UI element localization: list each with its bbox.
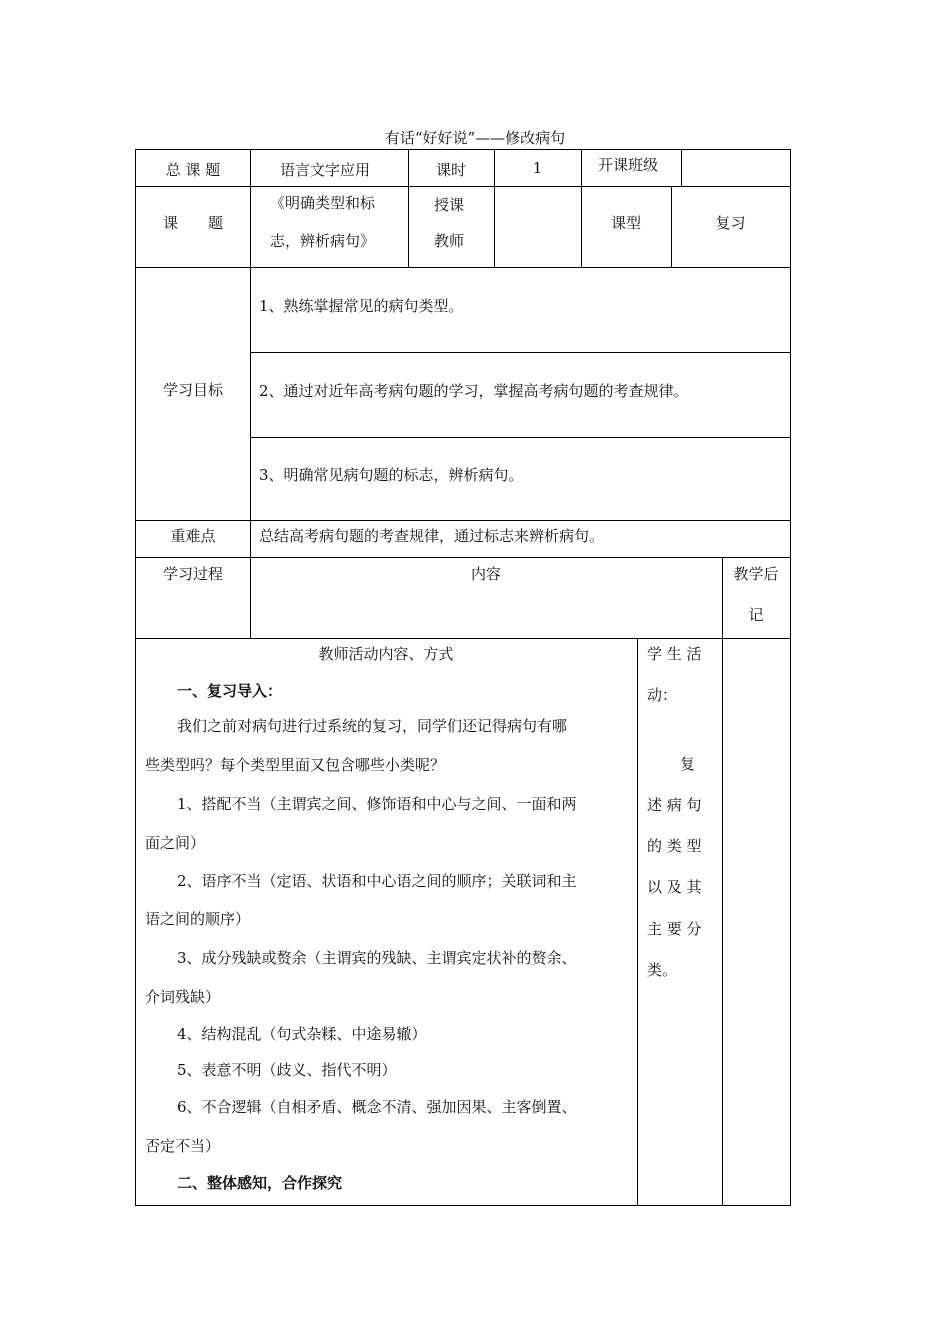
paragraph-line: 3、成分残缺或赘余（主谓宾的残缺、主谓宾定状补的赘余、	[177, 949, 577, 967]
content-header: 内容	[470, 565, 501, 583]
paragraph-line: 5、表意不明（歧义、指代不明）	[177, 1061, 397, 1079]
paragraph-line: 6、不合逻辑（自相矛盾、概念不清、强加因果、主客倒置、	[177, 1098, 577, 1116]
goal-item: 3、明确常见病句题的标志，辨析病句。	[259, 466, 524, 484]
student-activity-line: 复	[680, 755, 696, 773]
student-activity-line: 动：	[647, 686, 678, 704]
topic-label: 课 题	[162, 214, 223, 232]
student-activity-line: 述 病 句	[647, 796, 702, 814]
topic-line-2: 志，辨析病句》	[270, 232, 376, 250]
key-label: 重难点	[170, 527, 216, 545]
student-activity-line: 主 要 分	[647, 920, 702, 938]
hours-value: 1	[532, 159, 543, 177]
document-title: 有话“好好说”——修改病句	[384, 129, 566, 147]
paragraph-line: 些类型吗？每个类型里面又包含哪些小类呢？	[145, 756, 446, 774]
paragraph-line: 介词残缺）	[145, 988, 221, 1006]
total-topic-label: 总 课 题	[165, 161, 221, 179]
student-activity-line: 学 生 活	[647, 645, 702, 663]
total-topic-value: 语言文字应用	[280, 161, 371, 179]
section-heading: 二、整体感知，合作探究	[177, 1174, 343, 1192]
goal-item: 2、通过对近年高考病句题的学习，掌握高考病句题的考查规律。	[259, 382, 689, 400]
key-text: 总结高考病句题的考查规律，通过标志来辨析病句。	[259, 527, 605, 545]
paragraph-line: 语之间的顺序）	[145, 910, 251, 928]
teacher-label-2: 教师	[434, 232, 465, 250]
notes-header-1: 教学后	[733, 565, 779, 583]
teacher-label-1: 授课	[434, 196, 465, 214]
paragraph-line: 面之间）	[145, 834, 206, 852]
hours-label: 课时	[435, 161, 466, 179]
topic-line-1: 《明确类型和标	[270, 194, 376, 212]
student-activity-line: 的 类 型	[647, 837, 702, 855]
goals-label: 学习目标	[162, 381, 223, 399]
paragraph-line: 否定不当）	[145, 1137, 221, 1155]
paragraph-line: 我们之前对病句进行过系统的复习，同学们还记得病句有哪	[177, 717, 568, 735]
lesson-type-value: 复习	[715, 214, 746, 232]
student-activity-line: 以 及 其	[647, 878, 702, 896]
process-label: 学习过程	[162, 565, 223, 583]
paragraph-line: 1、搭配不当（主谓宾之间、修饰语和中心与之间、一面和两	[177, 795, 577, 813]
section-heading: 一、复习导入：	[177, 682, 283, 700]
teacher-activity-header: 教师活动内容、方式	[318, 645, 454, 663]
goal-item: 1、熟练掌握常见的病句类型。	[259, 297, 464, 315]
notes-header-2: 记	[748, 606, 764, 624]
class-label: 开课班级	[598, 156, 659, 174]
paragraph-line: 4、结构混乱（句式杂糅、中途易辙）	[177, 1025, 427, 1043]
paragraph-line: 2、语序不当（定语、状语和中心语之间的顺序；关联词和主	[177, 872, 577, 890]
student-activity-line: 类。	[647, 961, 678, 979]
lesson-type-label: 课型	[610, 214, 641, 232]
